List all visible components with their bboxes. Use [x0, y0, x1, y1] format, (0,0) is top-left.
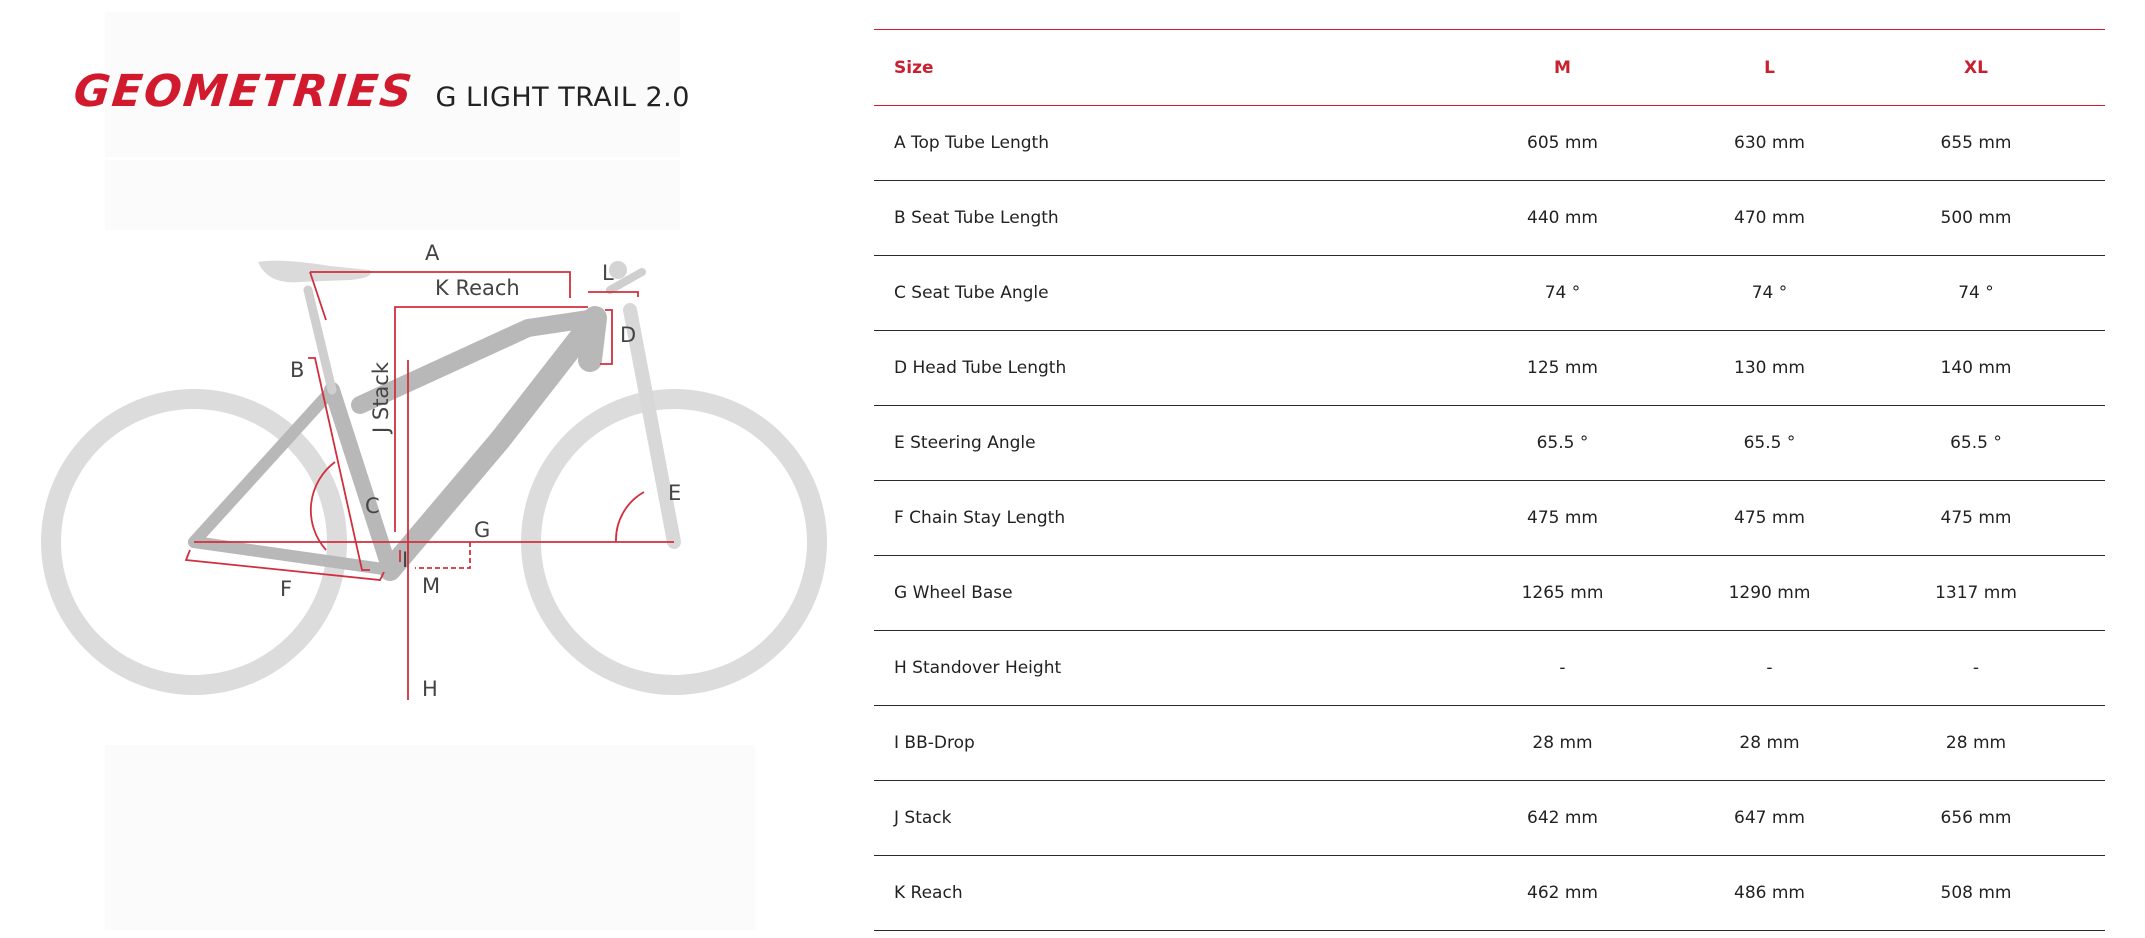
table-row	[874, 556, 2105, 631]
value-m: -	[1559, 658, 1566, 678]
table-row	[874, 106, 2105, 181]
value-m: 125 mm	[1527, 358, 1598, 378]
value-l: 630 mm	[1734, 133, 1805, 153]
page-title: GEOMETRIES	[71, 66, 417, 117]
value-l: 1290 mm	[1728, 583, 1811, 603]
row-label: F Chain Stay Length	[894, 508, 1066, 528]
value-l: 475 mm	[1734, 508, 1805, 528]
table-row	[874, 331, 2105, 406]
value-xl: 656 mm	[1940, 808, 2012, 828]
value-m: 28 mm	[1532, 733, 1593, 753]
value-l: 486 mm	[1734, 883, 1805, 903]
row-label: B Seat Tube Length	[894, 208, 1059, 228]
value-m: 1265 mm	[1521, 583, 1604, 603]
value-xl: 65.5 °	[1950, 433, 2002, 453]
value-xl: -	[1972, 658, 1980, 678]
label-c: C	[365, 494, 380, 518]
table-header-row	[874, 29, 2105, 106]
label-j-stack: J Stack	[369, 361, 393, 433]
table-row	[874, 856, 2105, 931]
value-xl: 28 mm	[1945, 733, 2007, 753]
model-name: G LIGHT TRAIL 2.0	[435, 82, 690, 113]
value-m: 65.5 °	[1536, 433, 1589, 453]
column-header-l: L	[1764, 57, 1775, 78]
value-xl: 655 mm	[1940, 133, 2012, 153]
row-label: J Stack	[894, 808, 952, 828]
value-l: 647 mm	[1734, 808, 1805, 828]
value-m: 462 mm	[1527, 883, 1598, 903]
table-row	[874, 406, 2105, 481]
table-row	[874, 256, 2105, 331]
table-row	[874, 481, 2105, 556]
label-e: E	[668, 481, 682, 505]
table-row	[874, 781, 2105, 856]
geometry-diagram	[30, 230, 845, 710]
label-k-reach: K Reach	[435, 276, 520, 300]
label-a: A	[425, 241, 440, 265]
row-label: K Reach	[894, 883, 963, 903]
label-l: L	[602, 261, 614, 285]
label-g: G	[474, 518, 491, 542]
row-label: A Top Tube Length	[894, 133, 1049, 153]
bike-diagram-svg	[30, 230, 845, 710]
row-label: E Steering Angle	[894, 433, 1036, 453]
value-m: 74 °	[1544, 283, 1581, 303]
page-header	[71, 66, 690, 117]
row-label: H Standover Height	[894, 658, 1062, 678]
seatpost	[308, 290, 332, 390]
fork	[630, 310, 674, 542]
row-label: D Head Tube Length	[894, 358, 1067, 378]
value-xl: 140 mm	[1940, 358, 2012, 378]
table-row	[874, 631, 2105, 706]
value-l: -	[1766, 658, 1773, 678]
value-l: 74 °	[1751, 283, 1788, 303]
row-label: C Seat Tube Angle	[894, 283, 1049, 303]
table-row	[874, 181, 2105, 256]
diagram-top-panel	[105, 160, 680, 230]
value-xl: 500 mm	[1940, 208, 2012, 228]
geometry-table	[874, 29, 2105, 931]
value-xl: 74 °	[1958, 283, 1994, 303]
value-xl: 508 mm	[1940, 883, 2012, 903]
value-xl: 1317 mm	[1935, 583, 2017, 603]
value-l: 130 mm	[1734, 358, 1805, 378]
value-m: 475 mm	[1527, 508, 1598, 528]
table-row	[874, 706, 2105, 781]
column-header-m: M	[1554, 57, 1571, 78]
value-m: 605 mm	[1527, 133, 1598, 153]
value-m: 440 mm	[1527, 208, 1598, 228]
diagram-bottom-panel	[105, 745, 755, 930]
label-i: I	[402, 548, 409, 572]
value-m: 642 mm	[1527, 808, 1598, 828]
label-d: D	[620, 323, 637, 347]
value-xl: 475 mm	[1940, 508, 2012, 528]
column-header-size: Size	[894, 57, 934, 78]
row-label: G Wheel Base	[894, 583, 1013, 603]
label-h: H	[422, 677, 438, 701]
column-header-xl: XL	[1964, 57, 1988, 78]
value-l: 65.5 °	[1743, 433, 1796, 453]
label-m: M	[422, 574, 441, 598]
value-l: 28 mm	[1739, 733, 1800, 753]
label-b: B	[290, 358, 305, 382]
row-label: I BB-Drop	[894, 733, 975, 753]
value-l: 470 mm	[1734, 208, 1805, 228]
label-f: F	[280, 577, 293, 601]
